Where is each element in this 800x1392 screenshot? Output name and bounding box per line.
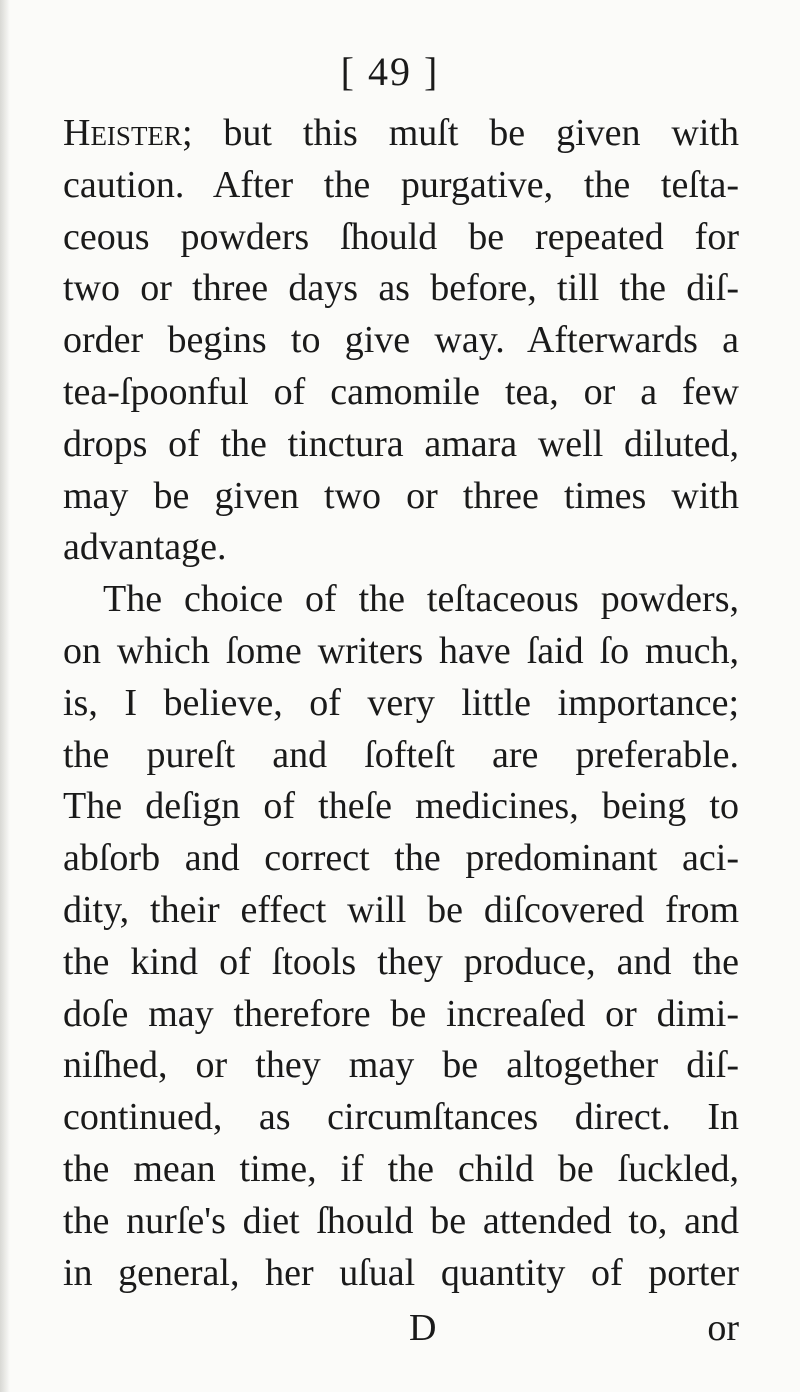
text-line: order begins to give way. Afterwards a xyxy=(63,319,739,362)
page-footer xyxy=(63,1306,739,1356)
text-line: the nurſe's diet ſhould be attended to, and xyxy=(63,1199,739,1242)
signature-mark: D xyxy=(409,1307,437,1349)
text-line: the kind of ſtools they produce, and the xyxy=(63,940,739,983)
text-line: may be given two or three times with xyxy=(63,474,739,517)
text-line: dity, their effect will be diſcovered from xyxy=(63,888,739,931)
text-line: abſorb and correct the predominant aci- xyxy=(63,837,739,880)
paragraph-start-line: The choice of the teſtaceous powders, xyxy=(103,578,739,621)
paragraph-end-line: advantage. xyxy=(63,526,227,569)
text-line: the mean time, if the child be ſuckled, xyxy=(63,1147,739,1190)
text-line: is, I believe, of very little importance; xyxy=(63,681,739,724)
text-line: niſhed, or they may be altogether diſ- xyxy=(63,1044,739,1087)
text-line: on which ſome writers have ſaid ſo much, xyxy=(63,629,739,672)
author-name: Heister xyxy=(63,112,182,154)
text-line: in general, her uſual quantity of porter xyxy=(63,1251,739,1294)
text-line: the pureſt and ſofteſt are preferable. xyxy=(63,733,739,776)
text-line: continued, as circumſtances direct. In xyxy=(63,1096,739,1139)
text-line: The deſign of theſe medicines, being to xyxy=(63,785,739,828)
body-text xyxy=(63,108,739,1299)
page-number-header: [ 49 ] xyxy=(340,49,440,94)
catchword: or xyxy=(707,1307,739,1349)
text-line: drops of the tinctura amara well diluted, xyxy=(63,422,739,465)
text-line: doſe may therefore be increaſed or dimi- xyxy=(63,992,739,1035)
text-line: ceous powders ſhould be repeated for xyxy=(63,215,739,258)
text-line-content: ; but this muſt be given with xyxy=(181,112,739,154)
page-gutter-shadow xyxy=(0,0,10,1392)
text-line xyxy=(63,108,739,160)
text-line: tea-ſpoonful of camomile tea, or a few xyxy=(63,370,739,413)
text-line: caution. After the purgative, the teſta- xyxy=(63,163,739,206)
text-line: two or three days as before, till the diſ- xyxy=(63,267,739,310)
